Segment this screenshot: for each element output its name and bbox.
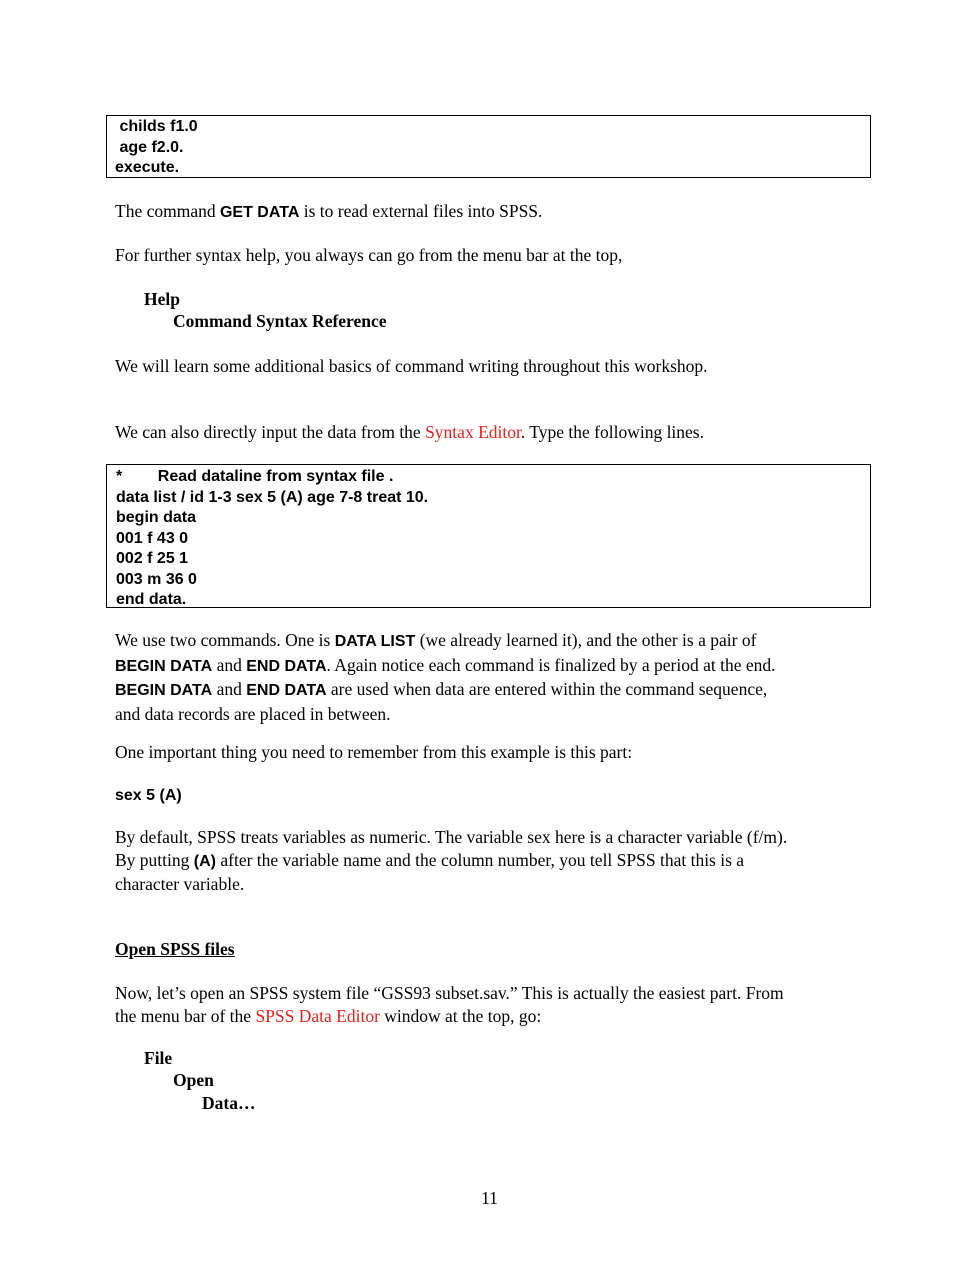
code-line: 002 f 25 1 bbox=[116, 550, 189, 567]
code-line: * Read dataline from syntax file . bbox=[116, 468, 394, 485]
paragraph-important: One important thing you need to remember from this example is this part: bbox=[115, 742, 633, 762]
code-line: 001 f 43 0 bbox=[116, 529, 189, 547]
menu-path-data: Data… bbox=[202, 1093, 256, 1113]
menu-path-open: Open bbox=[173, 1070, 214, 1090]
code-line: end data. bbox=[116, 591, 187, 608]
menu-path-file: File bbox=[144, 1048, 173, 1068]
paragraph-default-numeric: By default, SPSS treats variables as numeric. The variable sex here is a character variable (f/m). By putting (A) after the variable name and the column number, you tell SPSS that this is a character variable. bbox=[115, 827, 788, 894]
paragraph-direct-input: We can also directly input the data from the Syntax Editor. Type the following lines. bbox=[115, 422, 704, 442]
code-line: execute. bbox=[115, 159, 180, 176]
command-begin-data: BEGIN DATA bbox=[115, 682, 213, 699]
menu-path-help: Help bbox=[144, 289, 180, 309]
sex-example-code: sex 5 (A) bbox=[115, 787, 182, 804]
spss-data-editor-label: SPSS Data Editor bbox=[255, 1005, 380, 1026]
code-line: data list / id 1-3 sex 5 (A) age 7-8 treat 10. bbox=[116, 488, 429, 506]
code-line: childs f1.0 bbox=[115, 118, 198, 135]
section-heading-open-spss-files: Open SPSS files bbox=[115, 939, 235, 959]
paragraph-two-commands: We use two commands. One is DATA LIST (we already learned it), and the other is a pair of BEGIN DATA and END DATA. Again notice each command is finalized by a period at the end. BEGIN DATA and END DATA are used when data are entered within the command sequence, and data records are placed in between. bbox=[115, 630, 776, 724]
paragraph-learn: We will learn some additional basics of command writing throughout this workshop. bbox=[115, 356, 708, 376]
code-block-data-list bbox=[106, 464, 871, 608]
command-end-data: END DATA bbox=[246, 682, 327, 699]
paragraph-get-data: The command GET DATA is to read external files into SPSS. bbox=[115, 201, 543, 221]
syntax-editor-label: Syntax Editor bbox=[425, 422, 521, 442]
command-end-data: END DATA bbox=[246, 657, 327, 675]
command-get-data: GET DATA bbox=[219, 204, 300, 221]
command-begin-data: BEGIN DATA bbox=[115, 657, 213, 675]
command-data-list: DATA LIST bbox=[334, 633, 416, 650]
page-number: 11 bbox=[481, 1188, 498, 1208]
menu-path-command-syntax-reference: Command Syntax Reference bbox=[173, 311, 387, 331]
code-block-format bbox=[106, 115, 871, 178]
paragraph-syntax-help: For further syntax help, you always can go from the menu bar at the top, bbox=[115, 245, 623, 265]
code-line: begin data bbox=[116, 509, 197, 526]
paragraph-open-file: Now, let’s open an SPSS system file “GSS93 subset.sav.” This is actually the easiest part. From the menu bar of the SPSS Data Editor window at the top, go: bbox=[115, 983, 784, 1026]
code-a: (A) bbox=[193, 852, 216, 870]
code-line: 003 m 36 0 bbox=[116, 570, 197, 588]
code-line: age f2.0. bbox=[115, 138, 184, 156]
